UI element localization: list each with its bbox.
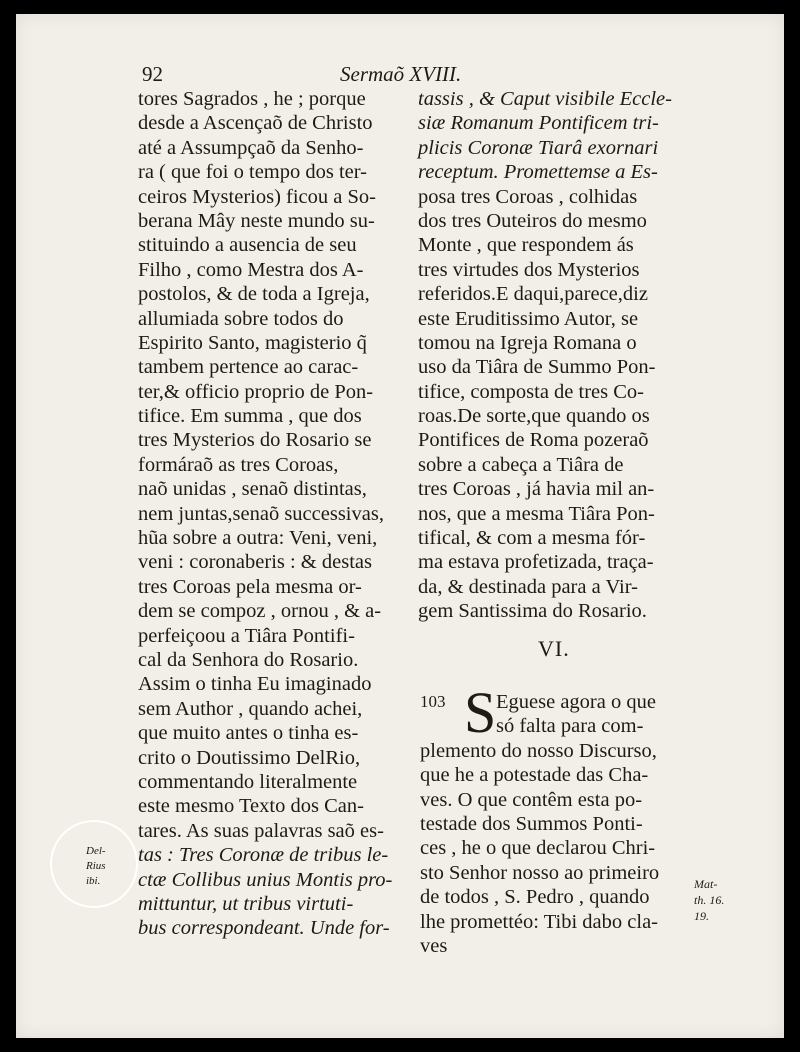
text-line: bus correspondeant. Unde for- <box>138 917 390 940</box>
text-line: Pontifices de Roma pozeraõ <box>418 429 649 452</box>
text-line: ceiros Mysterios) ficou a So- <box>138 185 376 208</box>
text-line: tres Coroas , já havia mil an- <box>418 478 655 501</box>
text-line: tambem pertence ao carac- <box>138 356 359 379</box>
text-line: berana Mây neste mundo su- <box>138 209 375 232</box>
running-header <box>142 62 682 90</box>
margin-note-line: 19. <box>694 909 709 923</box>
text-line: que he a potestade das Cha- <box>420 764 649 787</box>
right-text-column <box>418 87 686 624</box>
text-line: cal da Senhora do Rosario. <box>138 648 359 671</box>
text-line: ra ( que foi o tempo dos ter- <box>138 161 368 184</box>
text-line: uso da Tiâra de Summo Pon- <box>418 356 656 379</box>
text-line: dem se compoz , ornou , & a- <box>138 600 382 623</box>
margin-note-line: ibi. <box>86 875 101 887</box>
text-line: ces , he o que declarou Chri- <box>420 837 656 860</box>
margin-note-left <box>86 844 126 889</box>
left-text-column <box>138 87 400 941</box>
text-line: receptum. Promettemse a Es- <box>418 161 658 184</box>
text-line: ves. O que contêm esta po- <box>420 788 643 811</box>
text-line: allumiada sobre todos do <box>138 307 344 330</box>
text-line: só falta para com- <box>496 715 644 738</box>
text-line: desde a Ascençaõ de Christo <box>138 112 373 135</box>
text-line: sto Senhor nosso ao primeiro <box>420 861 660 884</box>
paragraph-number: 103 <box>420 692 446 711</box>
text-line: tores Sagrados , he ; porque <box>138 88 366 110</box>
text-line: hũa sobre a outra: Veni, veni, <box>138 527 378 550</box>
text-line: sobre a cabeça a Tiâra de <box>418 453 624 476</box>
text-line: naõ unidas , senaõ distintas, <box>138 478 367 501</box>
drop-cap: S <box>464 680 497 745</box>
text-line: tifice. Em summa , que dos <box>138 405 362 428</box>
text-line: testade dos Summos Ponti- <box>420 812 643 835</box>
text-line: Assim o tinha Eu imaginado <box>138 673 372 696</box>
text-line: perfeiçoou a Tiâra Pontifi- <box>138 624 355 647</box>
text-line: de todos , S. Pedro , quando <box>420 886 650 909</box>
text-line: que muito antes o tinha es- <box>138 722 359 745</box>
page-number: 92 <box>142 62 163 86</box>
text-line: ves <box>420 934 448 957</box>
text-line: tassis , & Caput visibile Eccle- <box>418 88 672 110</box>
text-line: ma estava profetizada, traça- <box>418 551 654 574</box>
text-line: Espirito Santo, magisterio q̃ <box>138 331 367 354</box>
margin-note-line: Del- <box>86 845 106 857</box>
text-line: plemento do nosso Discurso, <box>420 739 657 762</box>
text-line: gem Santissima do Rosario. <box>418 600 647 623</box>
text-line: este Eruditissimo Autor, se <box>418 307 639 330</box>
text-line: formáraõ as tres Coroas, <box>138 453 339 476</box>
margin-note-right <box>694 876 764 924</box>
text-line: Filho , como Mestra dos A- <box>138 258 364 281</box>
text-line: tres virtudes dos Mysterios <box>418 258 640 281</box>
text-line: tifical, & com a mesma fór- <box>418 527 646 550</box>
text-line: roas.De sorte,que quando os <box>418 405 650 428</box>
text-line: tomou na Igreja Romana o <box>418 331 637 354</box>
text-line: tifice, composta de tres Co- <box>418 380 645 403</box>
text-line: tres Coroas pela mesma or- <box>138 575 362 598</box>
header-title: Sermaõ XVIII. <box>340 62 462 86</box>
text-line: tas : Tres Coronæ de tribus le- <box>138 844 389 867</box>
text-line: siæ Romanum Pontificem tri- <box>418 112 659 135</box>
text-line: veni : coronaberis : & destas <box>138 551 372 574</box>
text-line: Monte , que respondem ás <box>418 234 634 257</box>
text-line: ctæ Collibus unius Montis pro- <box>138 868 393 891</box>
text-line: posa tres Coroas , colhidas <box>418 185 638 208</box>
text-line: lhe promettéo: Tibi dabo cla- <box>420 910 658 933</box>
right-text-column-lower <box>420 690 688 958</box>
text-line: plicis Coronæ Tiarâ exornari <box>418 136 659 159</box>
text-line: até a Assumpçaõ da Senho- <box>138 136 364 159</box>
text-line: postolos, & de toda a Igreja, <box>138 283 370 306</box>
text-line: este mesmo Texto dos Can- <box>138 795 364 818</box>
text-line: stituindo a ausencia de seu <box>138 234 357 257</box>
text-line: tres Mysterios do Rosario se <box>138 429 372 452</box>
text-line: tares. As suas palavras saõ es- <box>138 819 384 842</box>
section-heading: VI. <box>538 636 570 661</box>
text-line: dos tres Outeiros do mesmo <box>418 209 647 232</box>
text-line: ter,& officio proprio de Pon- <box>138 380 374 403</box>
text-line: referidos.E daqui,parece,diz <box>418 283 648 306</box>
text-line: Eguese agora o que <box>496 691 656 713</box>
margin-note-line: th. 16. <box>694 893 725 907</box>
text-line: mittuntur, ut tribus virtuti- <box>138 892 354 915</box>
text-line: sem Author , quando achei, <box>138 697 363 720</box>
text-line: nos, que a mesma Tiâra Pon- <box>418 502 655 525</box>
margin-note-line: Rius <box>86 860 106 872</box>
text-line: crito o Doutissimo DelRio, <box>138 746 361 769</box>
text-line: commentando literalmente <box>138 770 358 793</box>
text-line: da, & destinada para a Vir- <box>418 575 638 598</box>
margin-note-line: Mat- <box>694 877 718 891</box>
text-line: nem juntas,senaõ successivas, <box>138 502 384 525</box>
